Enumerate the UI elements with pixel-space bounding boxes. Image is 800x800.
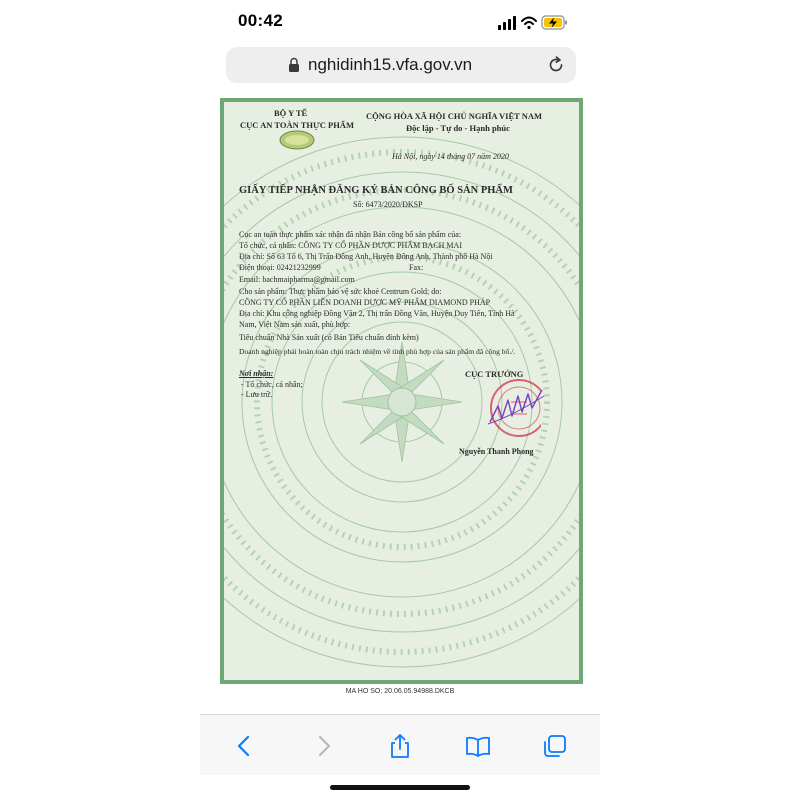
certificate-number: Số: 6473/2020/ĐKSP (353, 200, 423, 209)
vfa-logo (279, 130, 315, 150)
home-indicator[interactable] (330, 785, 470, 790)
signer-title: CỤC TRƯỞNG (465, 369, 524, 379)
body-line: Nam, Việt Nam sản xuất, phù hợp: (239, 320, 351, 329)
body-line: Cho sản phẩm: Thực phẩm bảo vệ sức khoẻ Centrum Gold; do: (239, 287, 442, 296)
browser-toolbar (200, 714, 600, 775)
bookmarks-icon[interactable] (465, 733, 491, 759)
url-text: nghidinh15.vfa.gov.vn (308, 55, 473, 74)
lock-icon (288, 57, 300, 73)
reload-icon[interactable] (546, 55, 566, 75)
status-time: 00:42 (238, 11, 283, 30)
body-line: Doanh nghiệp phải hoàn toàn chịu trách nhiệm về tính phù hợp của sản phẩm đã công bố./. (239, 347, 516, 356)
body-line: Địa chỉ: Số 63 Tổ 6, Thị Trấn Đông Anh, Huyện Đông Anh, Thành phố Hà Nội (239, 252, 493, 261)
handwritten-signature (482, 378, 552, 438)
forward-icon[interactable] (310, 733, 336, 759)
web-content[interactable] (200, 90, 600, 712)
body-line: Tổ chức, cá nhân: CÔNG TY CỔ PHẦN DƯỢC PHẨM BẠCH MAI (239, 241, 462, 250)
recipients-label: Nơi nhận: (239, 369, 274, 378)
certificate-title: GIẤY TIẾP NHẬN ĐĂNG KÝ BẢN CÔNG BỐ SẢN PHẨM (239, 185, 513, 196)
national-motto: Độc lập - Tự do - Hạnh phúc (406, 123, 510, 133)
signer-name: Nguyễn Thanh Phong (459, 447, 534, 456)
status-icons (498, 14, 568, 32)
battery-charging-icon (542, 16, 567, 29)
certificate-document (220, 98, 583, 684)
back-icon[interactable] (232, 733, 258, 759)
certificate-text (224, 102, 579, 680)
wifi-icon (522, 18, 536, 30)
ministry-name: BỘ Y TẾ (274, 108, 308, 118)
body-line: Tiêu chuẩn Nhà Sản xuất (có Bản Tiêu chuẩn đính kèm) (239, 333, 419, 342)
body-line: Cục an toàn thực phẩm xác nhận đã nhận Bản công bố sản phẩm của: (239, 230, 462, 239)
nation-name: CỘNG HÒA XÃ HỘI CHỦ NGHĨA VIỆT NAM (366, 111, 543, 121)
body-line: Điện thoại: 02421232999 (239, 263, 321, 272)
address-bar[interactable] (226, 47, 576, 83)
status-bar (0, 0, 800, 46)
recipient-item: - Tổ chức, cá nhân; (241, 380, 303, 389)
place-date: Hà Nội, ngày 14 tháng 07 năm 2020 (392, 152, 509, 161)
fax-label: Fax: (409, 263, 424, 272)
dossier-code: MA HO SO: 20.06.05.94988.DKCB (345, 688, 455, 695)
department-name: CỤC AN TOÀN THỰC PHẨM (240, 120, 354, 130)
cellular-signal-icon (498, 16, 516, 30)
body-line: Email: bachmaipharma@gmail.com (239, 275, 355, 284)
share-icon[interactable] (387, 733, 413, 759)
body-line: CÔNG TY CỔ PHẦN LIÊN DOANH DƯỢC MỸ PHẨM DIAMOND PHÁP (239, 298, 491, 307)
recipient-item: - Lưu trữ. (241, 390, 273, 399)
tabs-icon[interactable] (542, 733, 568, 759)
body-line: Địa chỉ: Khu công nghiệp Đồng Văn 2, Thị trấn Đồng Văn, Huyện Duy Tiên, Tỉnh Hà (239, 309, 515, 318)
